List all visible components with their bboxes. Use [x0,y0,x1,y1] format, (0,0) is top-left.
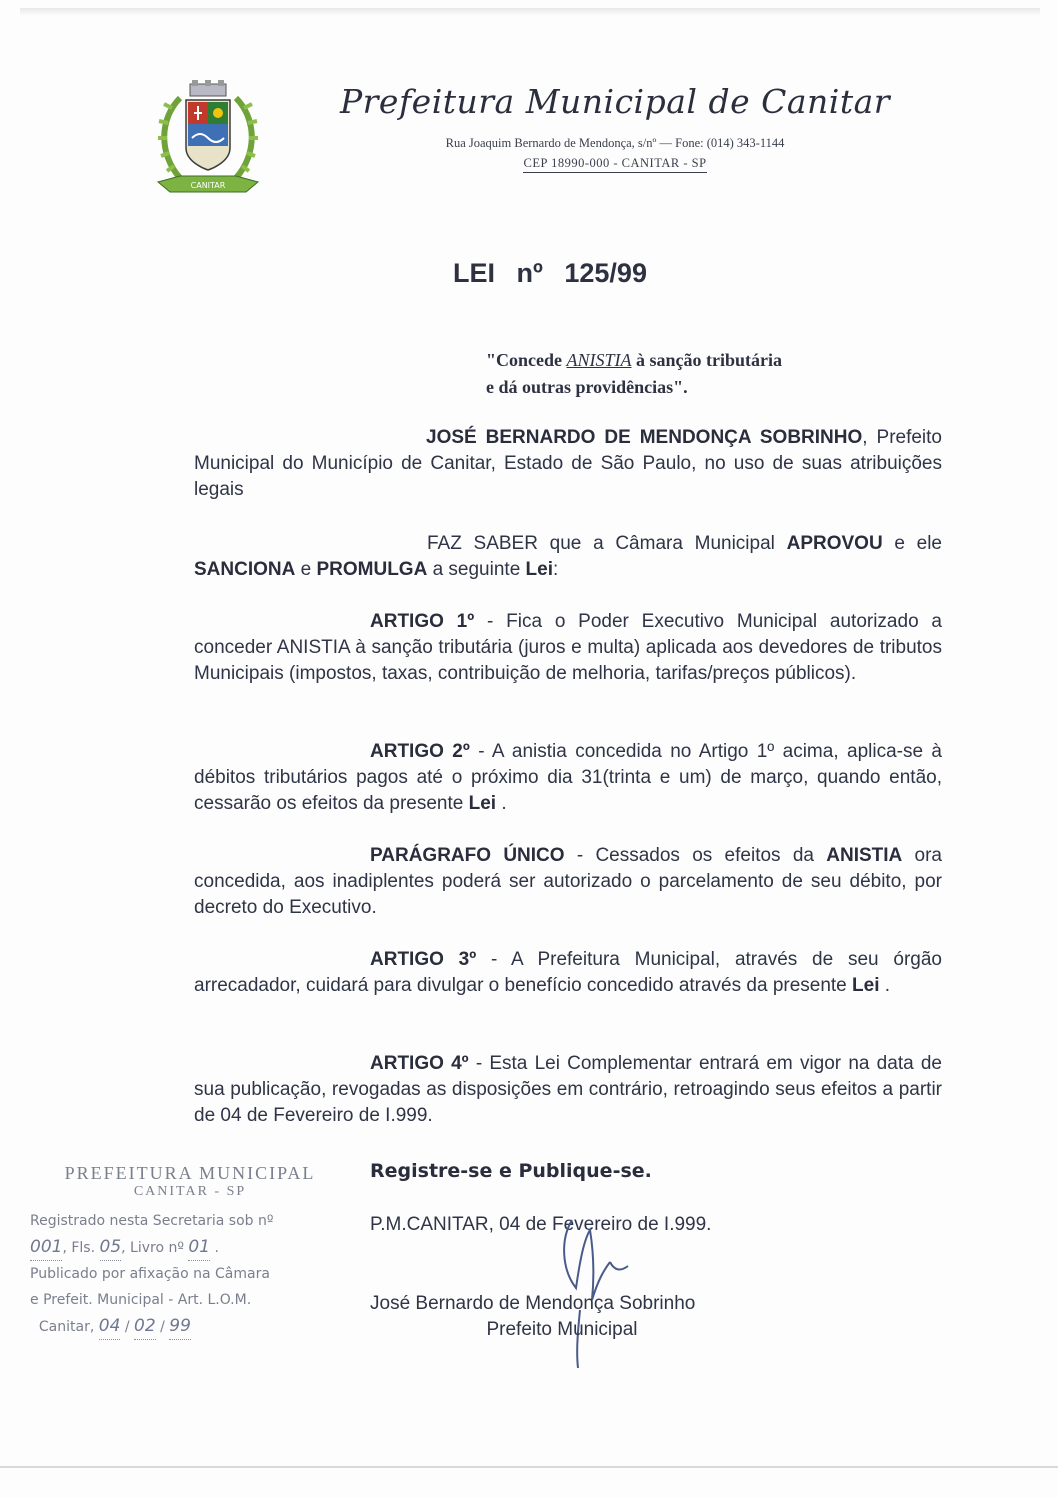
intro-paragraph [194,425,942,503]
enactment-approved: APROVOU [786,533,883,554]
article-3 [194,947,942,999]
sole-paragraph-label: PARÁGRAFO ÚNICO [370,845,565,866]
law-title: LEI nº 125/99 [453,258,647,288]
stamp-livro-no: 01 [188,1234,210,1261]
ementa-keyword: ANISTIA [566,350,632,370]
article-3-end: . [879,975,891,996]
enactment-text-1: FAZ SABER que a Câmara Municipal [427,533,787,554]
stamp-livro-label: , Livro nº [121,1240,184,1256]
sole-paragraph [194,843,942,921]
article-2-lei: Lei [468,793,497,814]
article-2-label: ARTIGO 2º [370,741,470,762]
stamp-day: 04 [99,1313,121,1340]
enactment-promulgates: PROMULGA [316,559,428,580]
article-3-text: - A Prefeitura Municipal, através de seu órgão arrecadador, cuidará para divulgar o benefício concedido através da presente [194,949,942,996]
header-cep-text: CEP 18990-000 - CANITAR - SP [523,156,706,173]
header-address: Rua Joaquim Bernardo de Mendonça, s/nº — Fone: (014) 343-1144 [445,136,785,150]
header-title: Prefeitura Municipal de Canitar [339,82,891,121]
ementa-pre: "Concede [486,350,567,370]
stamp-article: e Prefeit. Municipal - Art. L.O.M. [30,1292,252,1308]
enactment-lei: Lei [525,559,553,580]
enactment-text-3: e [295,559,317,580]
enactment-sanctions: SANCIONA [194,559,296,580]
article-4-label: ARTIGO 4º [370,1053,469,1074]
article-4 [194,1051,942,1129]
stamp-registered: Registrado nesta Secretaria sob nº [30,1213,274,1229]
stamp-fls-label: , Fls. [62,1240,96,1256]
place-date: P.M.CANITAR, 04 de Fevereiro de I.999. [370,1214,712,1235]
enactment-text-2: e ele [882,533,943,554]
stamp-reg-no: 001 [30,1234,62,1261]
handwritten-signature-icon [550,1200,640,1370]
article-1 [194,609,942,687]
article-2 [194,739,942,817]
article-4-text: - Esta Lei Complementar entrará em vigor na data de sua publicação, revogadas as disposições em contrário, retroagindo seus efeitos a partir de 04 de Fevereiro de I.999. [194,1053,943,1126]
stamp-title: PREFEITURA MUNICIPAL [64,1163,316,1183]
enactment-text-4: a seguinte [427,559,526,580]
intro-text: , Prefeito Municipal do Município de Canitar, Estado de São Paulo, no uso de suas atribuições legais [194,427,942,500]
signer-name: José Bernardo de Mendonça Sobrinho [370,1293,696,1314]
stamp-fls-no: 05 [100,1234,122,1261]
crest-banner-text: CANITAR [190,181,226,190]
registration-stamp [30,1163,350,1340]
stamp-year: 99 [169,1313,191,1340]
signer-role: Prefeito Municipal [486,1319,638,1340]
article-1-text: - Fica o Poder Executivo Municipal autorizado a conceder ANISTIA à sanção tributária (juros e multa) aplicada aos devedores de tributos Municipais (impostos, taxas, contribuição de melhoria, tarifas/preços públicos). [194,611,943,684]
law-ementa [486,347,906,401]
stamp-date-city: Canitar, [38,1319,95,1335]
article-3-lei: Lei [852,975,880,996]
header-cep [330,156,900,171]
stamp-numbers: 001, Fls. 05, Livro nº 01 . [30,1234,350,1261]
municipal-crest-icon [150,78,266,198]
scan-edge-top [20,8,1040,16]
scan-edge-bottom [0,1466,1058,1468]
article-3-label: ARTIGO 3º [370,949,477,970]
article-2-end: . [496,793,507,814]
stamp-published: Publicado por afixação na Câmara [30,1266,270,1282]
enactment-paragraph [194,531,942,583]
ementa-post: à sanção tributária [631,350,782,370]
stamp-city: CANITAR - SP [133,1184,247,1199]
sole-paragraph-anistia: ANISTIA [826,845,903,866]
sole-paragraph-text: ora concedida, aos inadiplentes poderá ser autorizado o parcelamento de seu débito, por decreto do Executivo. [194,845,942,918]
sole-paragraph-pre: - Cessados os efeitos da [564,845,827,866]
stamp-date: Canitar, 04 / 02 / 99 [30,1313,350,1340]
article-1-label: ARTIGO 1º [370,611,475,632]
register-publish: Registre-se e Publique-se. [370,1160,652,1182]
enactment-text-5: : [553,559,559,580]
mayor-name: JOSÉ BERNARDO DE MENDONÇA SOBRINHO [426,427,863,448]
ementa-line2: e dá outras providências". [486,377,688,397]
stamp-month: 02 [134,1313,156,1340]
article-2-text: - A anistia concedida no Artigo 1º acima, aplica-se à débitos tributários pagos até o próximo dia 31(trinta e um) de março, quando então, cessarão os efeitos da presente [194,741,943,814]
